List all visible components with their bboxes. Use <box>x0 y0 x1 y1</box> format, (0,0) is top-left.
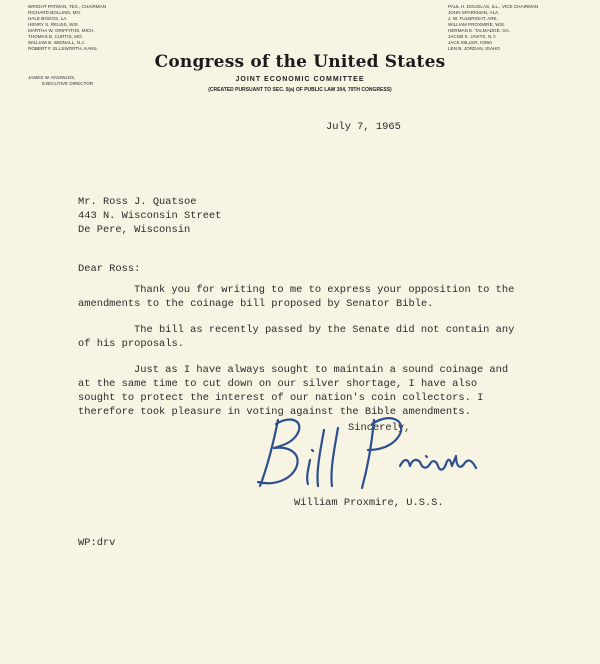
member-name: JACK MILLER, IOWA <box>448 40 493 45</box>
member-name: RICHARD BOLLING, MO. <box>28 10 82 15</box>
member-name: ROBERT F. ELLSWORTH, KANS. <box>28 46 98 51</box>
paragraph-line: therefore took pleasure in voting against the Bible amendments. <box>78 406 471 418</box>
member-name: MARTHA W. GRIFFITHS, MICH. <box>28 28 95 33</box>
typist-initials: WP:drv <box>78 537 116 549</box>
member-name: HERMAN E. TALMADGE, GA. <box>448 28 511 33</box>
paragraph-2 <box>78 323 514 351</box>
member-name: J. W. FULBRIGHT, ARK. <box>448 16 499 21</box>
paragraph-line: Just as I have always sought to maintain a sound coinage and <box>134 364 509 376</box>
member-name: PAUL H. DOUGLAS, ILL., VICE CHAIRMAN <box>448 4 539 9</box>
closing: Sincerely, <box>348 422 411 434</box>
members-list-right <box>448 4 538 52</box>
letter-date: July 7, 1965 <box>326 121 401 133</box>
committee-authority: (CREATED PURSUANT TO SEC. 5(a) OF PUBLIC LAW 304, 79TH CONGRESS) <box>208 87 392 93</box>
members-list-left <box>28 4 106 52</box>
member-name: JOHN SPARKMAN, ALA. <box>448 10 500 15</box>
member-name: LEN B. JORDAN, IDAHO <box>448 46 500 51</box>
address-line: De Pere, Wisconsin <box>78 224 191 236</box>
member-name: HALE BOGGS, LA. <box>28 16 68 21</box>
handwritten-signature <box>250 410 490 492</box>
paragraph-line: amendments to the coinage bill proposed by Senator Bible. <box>78 298 434 310</box>
signer-name: William Proxmire, U.S.S. <box>294 497 444 509</box>
paragraph-line: at the same time to cut down on our silver shortage, I have also <box>78 378 478 390</box>
executive-director <box>28 75 93 87</box>
salutation: Dear Ross: <box>78 263 141 275</box>
member-name: THOMAS B. CURTIS, MO. <box>28 34 83 39</box>
member-name: JACOB K. JAVITS, N.Y. <box>448 34 497 39</box>
staff-name: JAMES W. KNOWLES, <box>28 75 76 80</box>
committee-name: JOINT ECONOMIC COMMITTEE <box>235 76 365 83</box>
member-name: HENRY S. REUSS, WIS. <box>28 22 80 27</box>
address-line: 443 N. Wisconsin Street <box>78 210 222 222</box>
letterhead-title: Congress of the United States <box>154 52 446 72</box>
member-name: WILLIAM B. WIDNALL, N.J. <box>28 40 85 45</box>
paragraph-line: sought to protect the interest of our nation's coin collectors. I <box>78 392 484 404</box>
staff-title: EXECUTIVE DIRECTOR <box>42 81 94 86</box>
address-line: Mr. Ross J. Quatsoe <box>78 196 197 208</box>
paragraph-1 <box>78 283 514 311</box>
paragraph-line: Thank you for writing to me to express your opposition to the <box>134 284 515 296</box>
paragraph-line: of his proposals. <box>78 338 185 350</box>
recipient-address <box>78 195 221 237</box>
letterhead <box>150 52 450 93</box>
member-name: WILLIAM PROXMIRE, WIS. <box>448 22 506 27</box>
member-name: WRIGHT PATMAN, TEX., CHAIRMAN <box>28 4 107 9</box>
paragraph-line: The bill as recently passed by the Senate did not contain any <box>134 324 515 336</box>
